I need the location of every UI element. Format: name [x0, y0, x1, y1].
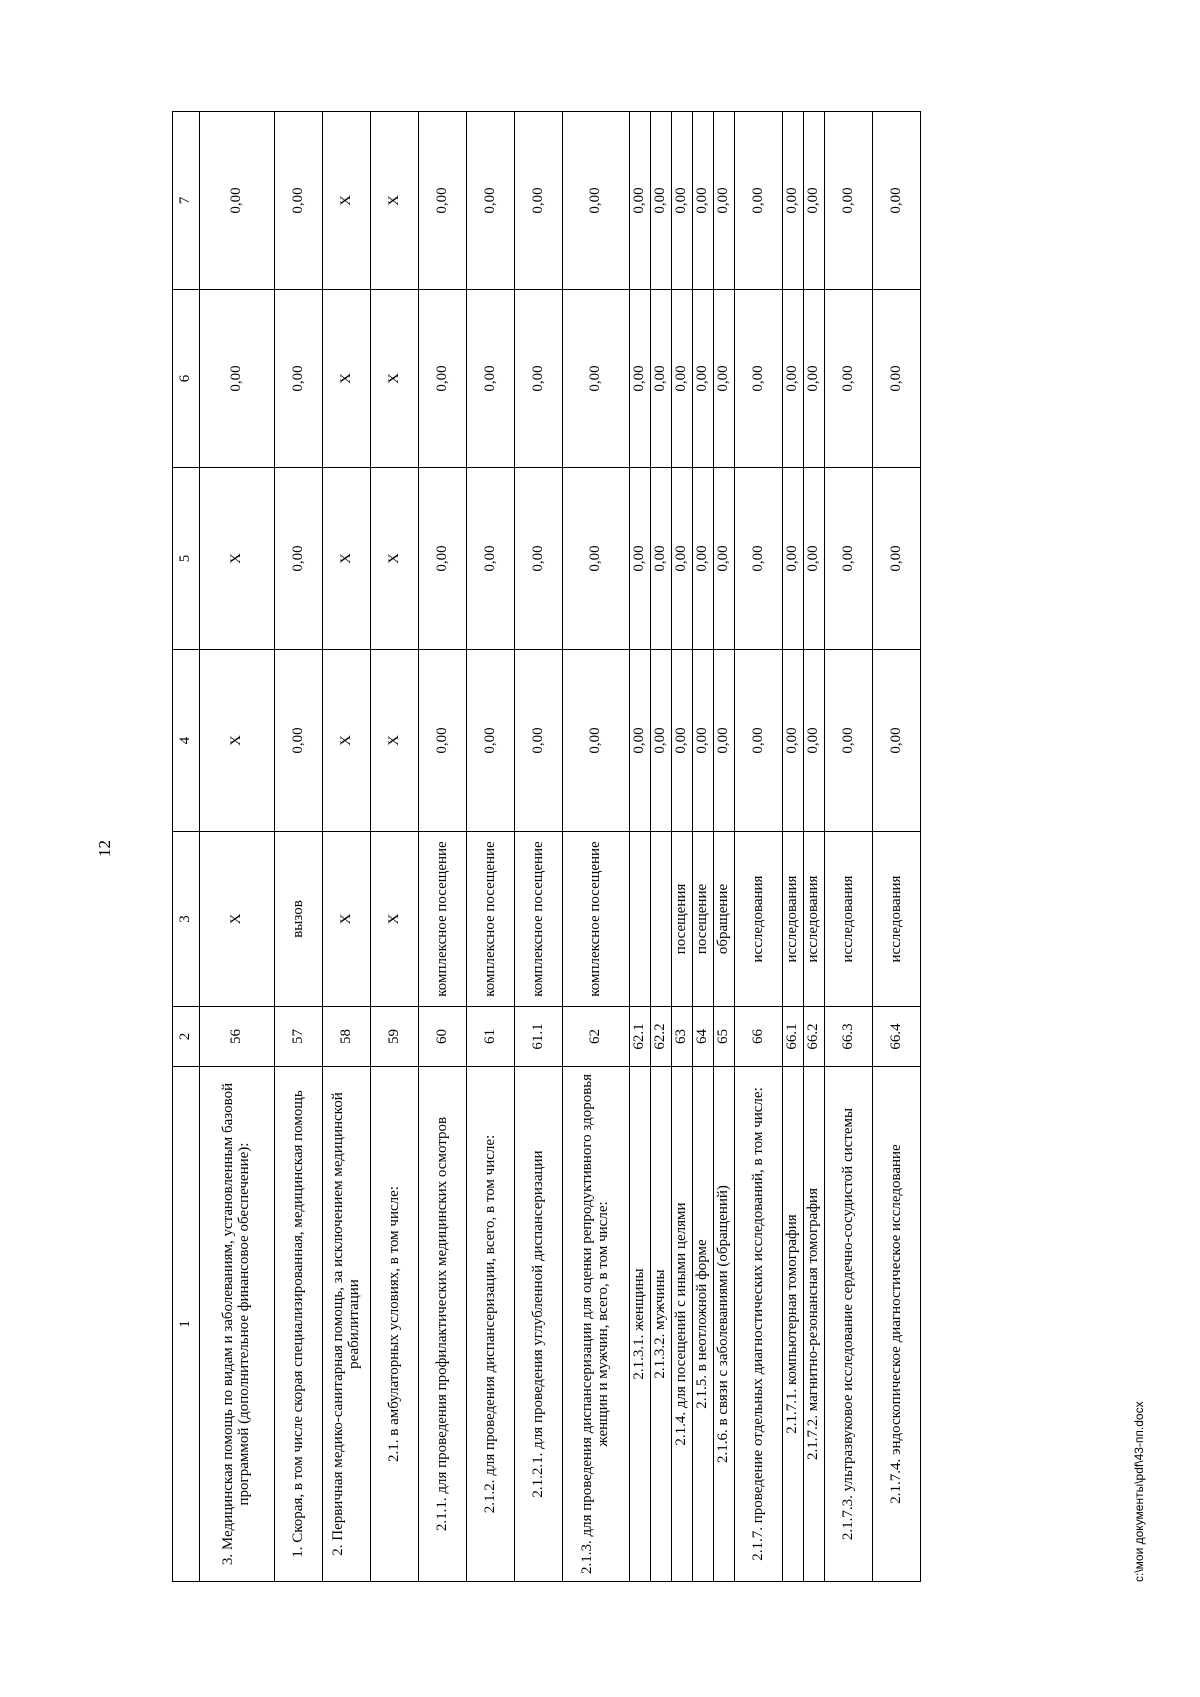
table-cell: 66.2 [804, 1007, 825, 1067]
table-cell: 0,00 [630, 468, 651, 650]
table-cell: X [371, 650, 419, 832]
header-cell: 4 [173, 650, 200, 832]
table-cell: обращение [714, 832, 735, 1007]
table-cell: X [371, 290, 419, 468]
table-cell: X [323, 112, 371, 290]
table-cell: 0,00 [825, 290, 873, 468]
table-cell: 0,00 [804, 650, 825, 832]
header-row [173, 112, 200, 1582]
table-cell: 0,00 [735, 290, 783, 468]
row-label-cell: 2.1.3.2. мужчины [651, 1067, 672, 1582]
table-row [371, 112, 419, 1582]
table-cell: X [371, 112, 419, 290]
row-label-cell: 2.1.7.4. эндоскопическое диагностическое исследование [873, 1067, 921, 1582]
table-cell: исследования [804, 832, 825, 1007]
table-cell: посещение [693, 832, 714, 1007]
table-cell: 0,00 [630, 112, 651, 290]
page-number: 12 [95, 840, 114, 857]
table-cell: 61.1 [515, 1007, 563, 1067]
table-cell: 0,00 [735, 468, 783, 650]
table-cell: 0,00 [467, 650, 515, 832]
table-body [200, 112, 921, 1582]
table-row [783, 112, 804, 1582]
row-label-cell: 2.1.3.1. женщины [630, 1067, 651, 1582]
table-cell: исследования [783, 832, 804, 1007]
table-cell: 0,00 [515, 290, 563, 468]
row-label-cell: 2.1.7. проведение отдельных диагностических исследований, в том числе: [735, 1067, 783, 1582]
table-cell: 0,00 [515, 468, 563, 650]
table-cell: вызов [275, 832, 323, 1007]
table-cell: 64 [693, 1007, 714, 1067]
table-cell: 0,00 [275, 112, 323, 290]
table-cell: 0,00 [419, 290, 467, 468]
row-label-cell: 2.1.2. для проведения диспансеризации, всего, в том числе: [467, 1067, 515, 1582]
table-row [419, 112, 467, 1582]
table-row [323, 112, 371, 1582]
table-cell: 0,00 [873, 112, 921, 290]
table-row [714, 112, 735, 1582]
table-cell: 65 [714, 1007, 735, 1067]
row-label-cell: 2.1.7.1. компьютерная томография [783, 1067, 804, 1582]
table-cell: 66 [735, 1007, 783, 1067]
row-label-cell: 2.1.3. для проведения диспансеризации для оценки репродуктивного здоровья женщин и мужчин, всего, в том числе: [563, 1067, 630, 1582]
row-label-cell: 2.1.6. в связи с заболеваниями (обращений) [714, 1067, 735, 1582]
table-cell: 0,00 [275, 290, 323, 468]
table-cell: 0,00 [200, 112, 275, 290]
table-cell: 0,00 [783, 468, 804, 650]
table-cell: 0,00 [630, 290, 651, 468]
table-cell: исследования [825, 832, 873, 1007]
header-cell: 7 [173, 112, 200, 290]
table-row [563, 112, 630, 1582]
table-cell: 0,00 [804, 468, 825, 650]
table-cell: 62.2 [651, 1007, 672, 1067]
table-cell: 0,00 [515, 112, 563, 290]
header-cell: 6 [173, 290, 200, 468]
table-cell: 61 [467, 1007, 515, 1067]
table-row [275, 112, 323, 1582]
table-cell: 0,00 [419, 468, 467, 650]
table-row [651, 112, 672, 1582]
table-cell: 60 [419, 1007, 467, 1067]
table-cell: 0,00 [419, 650, 467, 832]
table-cell: 66.4 [873, 1007, 921, 1067]
table-cell: 0,00 [275, 650, 323, 832]
row-label-cell: 1. Скорая, в том числе скорая специализированная, медицинская помощь [275, 1067, 323, 1582]
table-cell: 0,00 [825, 468, 873, 650]
table-row [672, 112, 693, 1582]
row-label-cell: 2.1.7.2. магнитно-резонансная томография [804, 1067, 825, 1582]
table-cell: X [200, 468, 275, 650]
table-cell: 0,00 [630, 650, 651, 832]
table-cell [651, 832, 672, 1007]
table-cell: 0,00 [735, 112, 783, 290]
table-cell: 0,00 [467, 290, 515, 468]
table-cell: 57 [275, 1007, 323, 1067]
table-cell: 63 [672, 1007, 693, 1067]
table-cell: 0,00 [693, 112, 714, 290]
table-cell: 0,00 [783, 650, 804, 832]
table-cell: 0,00 [672, 468, 693, 650]
table-cell: комплексное посещение [419, 832, 467, 1007]
table-row [467, 112, 515, 1582]
table-cell: комплексное посещение [515, 832, 563, 1007]
table-cell: 0,00 [563, 650, 630, 832]
footer-file-path: c:\мои документы\pdf\43-пп.docx [1132, 1401, 1146, 1582]
table-cell: X [323, 832, 371, 1007]
table-cell: 0,00 [714, 112, 735, 290]
table-cell: 66.1 [783, 1007, 804, 1067]
table-cell: 0,00 [825, 112, 873, 290]
table-cell: 56 [200, 1007, 275, 1067]
table-cell: 0,00 [873, 290, 921, 468]
table-row [515, 112, 563, 1582]
table-cell: 0,00 [873, 650, 921, 832]
table-cell: X [200, 832, 275, 1007]
table-cell: посещения [672, 832, 693, 1007]
table-cell: 0,00 [563, 290, 630, 468]
table-cell: 66.3 [825, 1007, 873, 1067]
data-table [172, 111, 921, 1582]
table-row [804, 112, 825, 1582]
table-cell: 0,00 [515, 650, 563, 832]
table-cell: X [371, 832, 419, 1007]
header-cell: 5 [173, 468, 200, 650]
table-cell: 0,00 [783, 112, 804, 290]
table-cell: 0,00 [804, 290, 825, 468]
row-label-cell: 2.1.5. в неотложной форме [693, 1067, 714, 1582]
table-cell: 0,00 [275, 468, 323, 650]
table-cell: 0,00 [735, 650, 783, 832]
table-cell: 59 [371, 1007, 419, 1067]
table-cell: 0,00 [651, 468, 672, 650]
row-label-cell: 2. Первичная медико-санитарная помощь, за исключением медицинской реабилитации [323, 1067, 371, 1582]
table-cell: X [371, 468, 419, 650]
row-label-cell: 2.1. в амбулаторных условиях, в том числе: [371, 1067, 419, 1582]
table-cell: 0,00 [672, 650, 693, 832]
table-row [630, 112, 651, 1582]
table-cell: 0,00 [419, 112, 467, 290]
row-label-cell: 2.1.1. для проведения профилактических медицинских осмотров [419, 1067, 467, 1582]
row-label-cell: 3. Медицинская помощь по видам и заболеваниям, установленным базовой программой (дополнительное финансовое обеспечение): [200, 1067, 275, 1582]
table-cell [630, 832, 651, 1007]
table-cell: 0,00 [714, 650, 735, 832]
table-cell: 0,00 [804, 112, 825, 290]
table-cell: 0,00 [672, 290, 693, 468]
table-cell: исследования [735, 832, 783, 1007]
table-cell: 0,00 [563, 468, 630, 650]
table-row [825, 112, 873, 1582]
row-label-cell: 2.1.2.1. для проведения углубленной диспансеризации [515, 1067, 563, 1582]
table-cell: 0,00 [783, 290, 804, 468]
table-cell: 0,00 [714, 290, 735, 468]
table-cell: 0,00 [714, 468, 735, 650]
header-cell: 3 [173, 832, 200, 1007]
table-cell: 0,00 [873, 468, 921, 650]
table-cell: исследования [873, 832, 921, 1007]
table-cell: 0,00 [693, 468, 714, 650]
table-cell: комплексное посещение [563, 832, 630, 1007]
header-cell: 2 [173, 1007, 200, 1067]
row-label-cell: 2.1.4. для посещений с иными целями [672, 1067, 693, 1582]
table-cell: 0,00 [651, 112, 672, 290]
table-cell: 0,00 [693, 290, 714, 468]
table-cell: 62.1 [630, 1007, 651, 1067]
table-cell: 0,00 [693, 650, 714, 832]
table-row [200, 112, 275, 1582]
table-cell: 58 [323, 1007, 371, 1067]
table-cell: X [200, 650, 275, 832]
table-cell: 0,00 [467, 112, 515, 290]
table-cell: комплексное посещение [467, 832, 515, 1007]
table-cell: 0,00 [651, 650, 672, 832]
table-cell: 0,00 [200, 290, 275, 468]
row-label-cell: 2.1.7.3. ультразвуковое исследование сердечно-сосудистой системы [825, 1067, 873, 1582]
table-cell: X [323, 290, 371, 468]
table-row [735, 112, 783, 1582]
table-cell: 0,00 [825, 650, 873, 832]
header-cell: 1 [173, 1067, 200, 1582]
table-row [873, 112, 921, 1582]
table-cell: 0,00 [467, 468, 515, 650]
table-cell: X [323, 650, 371, 832]
table-cell: 0,00 [651, 290, 672, 468]
table-row [693, 112, 714, 1582]
table-cell: X [323, 468, 371, 650]
table-cell: 0,00 [672, 112, 693, 290]
table-cell: 0,00 [563, 112, 630, 290]
table-cell: 62 [563, 1007, 630, 1067]
